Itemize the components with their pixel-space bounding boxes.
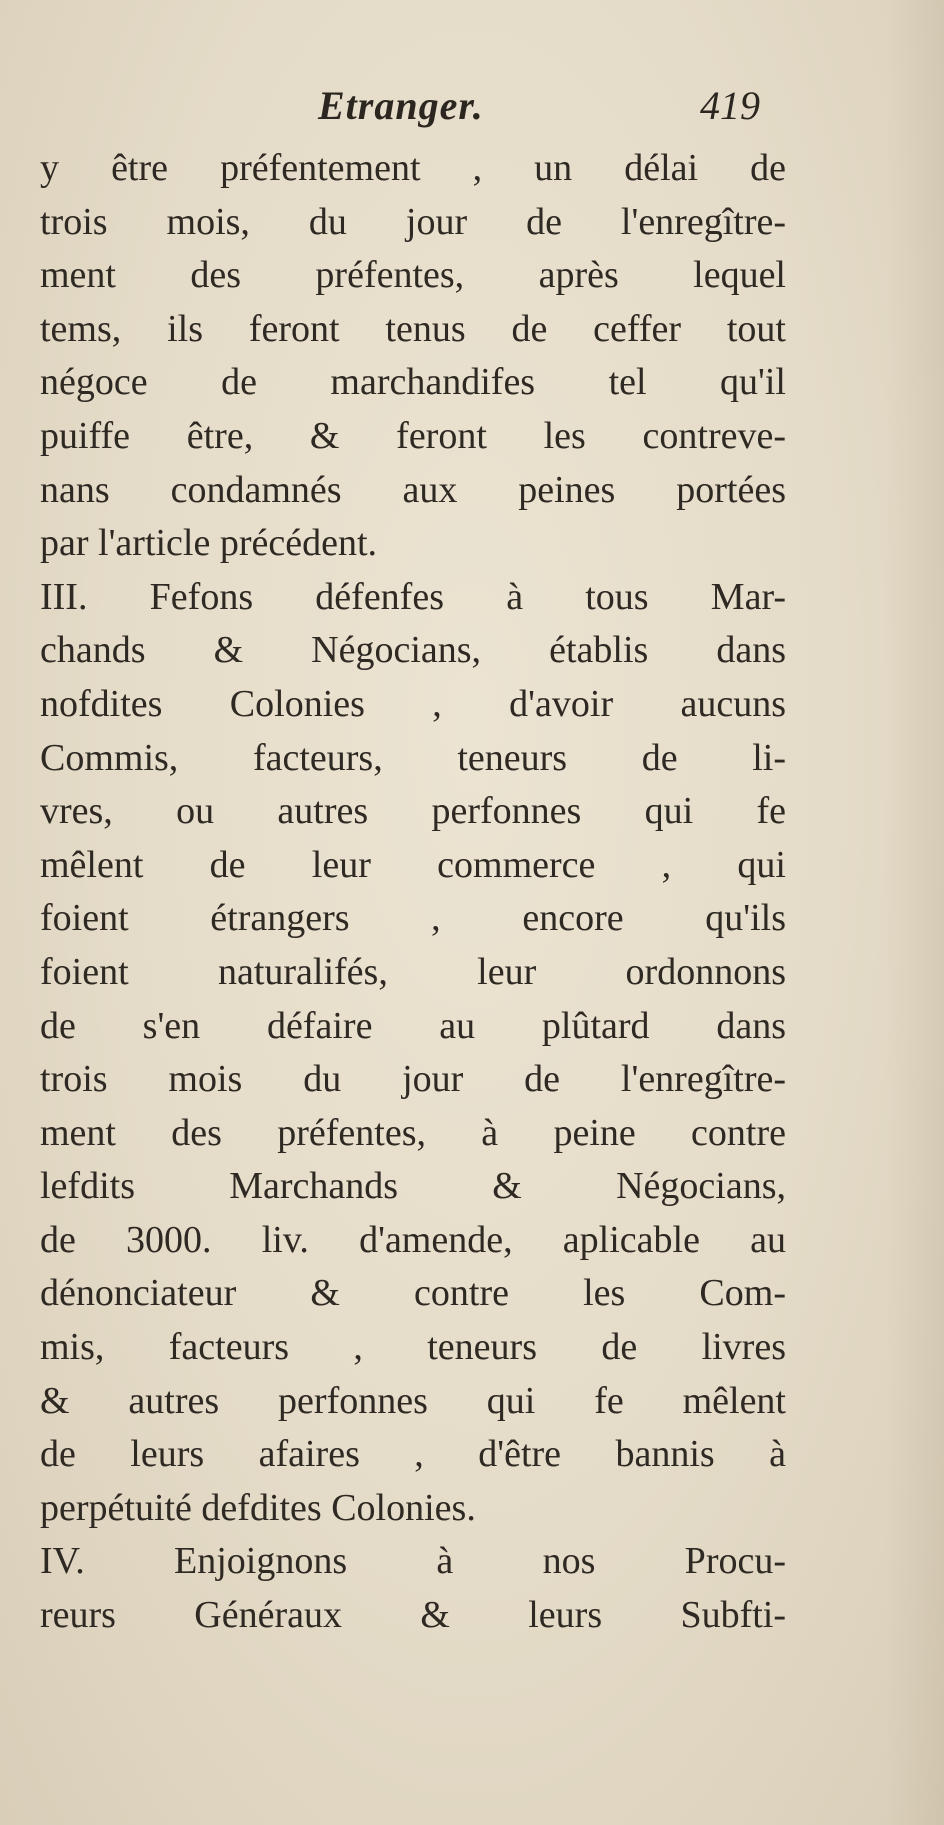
text-line: & autres perfonnes qui fe mêlent [40, 1379, 786, 1422]
running-title: Etranger. [318, 83, 484, 128]
text-line: trois mois, du jour de l'enregître- [40, 200, 786, 243]
text-line: de s'en défaire au plûtard dans [40, 1004, 786, 1047]
text-line: chands & Négocians, établis dans [40, 629, 786, 672]
text-line: trois mois du jour de l'enregître- [40, 1058, 786, 1101]
text-line: puiffe être, & feront les contreve- [40, 414, 786, 457]
text-line: mis, facteurs , teneurs de livres [40, 1326, 786, 1369]
text-line: ment des préfentes, après lequel [40, 254, 786, 297]
text-line: IV. Enjoignons à nos Procu- [40, 1540, 786, 1583]
page-number: 419 [700, 83, 760, 128]
text-line: III. Fefons défenfes à tous Mar- [40, 575, 786, 618]
text-line: reurs Généraux & leurs Subfti- [40, 1594, 786, 1637]
text-line: perpétuité defdites Colonies. [40, 1486, 476, 1529]
text-line: vres, ou autres perfonnes qui fe [40, 790, 786, 833]
text-line: foient étrangers , encore qu'ils [40, 897, 786, 940]
body-text [40, 142, 786, 1643]
text-line: négoce de marchandifes tel qu'il [40, 361, 786, 404]
text-line: dénonciateur & contre les Com- [40, 1272, 786, 1315]
page-header [0, 82, 944, 142]
text-line: mêlent de leur commerce , qui [40, 843, 786, 886]
text-line: lefdits Marchands & Négocians, [40, 1165, 786, 1208]
text-line: nofdites Colonies , d'avoir aucuns [40, 682, 786, 725]
text-line: ment des préfentes, à peine contre [40, 1111, 786, 1154]
text-line: par l'article précédent. [40, 522, 378, 565]
text-line: foient naturalifés, leur ordonnons [40, 950, 786, 993]
page-edge-shadow [884, 0, 944, 1825]
text-line: y être préfentement , un délai de [40, 147, 786, 189]
text-line: nans condamnés aux peines portées [40, 468, 786, 511]
text-line: tems, ils feront tenus de ceffer tout [40, 307, 786, 350]
text-line: de 3000. liv. d'amende, aplicable au [40, 1218, 786, 1261]
text-line: de leurs afaires , d'être bannis à [40, 1433, 786, 1476]
text-line: Commis, facteurs, teneurs de li- [40, 736, 786, 779]
